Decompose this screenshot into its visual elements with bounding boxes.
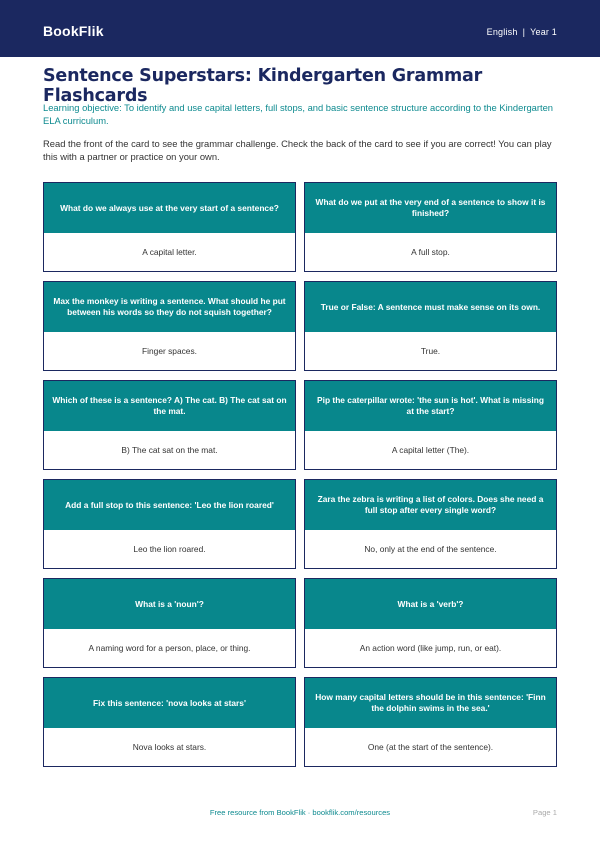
flashcard-front: Which of these is a sentence? A) The cat. B) The cat sat on the mat. (44, 381, 295, 431)
flashcard-back: One (at the start of the sentence). (305, 728, 556, 766)
instructions: Read the front of the card to see the grammar challenge. Check the back of the card to see if you are correct! You can play this with a partner or practice on your own. (43, 138, 552, 162)
flashcard-back: A full stop. (305, 233, 556, 271)
site-header (0, 0, 600, 57)
footer-credit[interactable]: Free resource from BookFlik · bookflik.com/resources (209, 808, 391, 817)
flashcard (304, 182, 557, 272)
flashcard-front: Zara the zebra is writing a list of colors. Does she need a full stop after every single word? (305, 480, 556, 530)
flashcard-back: A capital letter. (44, 233, 295, 271)
page-title: Sentence Superstars: Kindergarten Grammar Flashcards (43, 66, 483, 106)
flashcard (304, 281, 557, 371)
flashcard (304, 677, 557, 767)
flashcard-front: What is a 'verb'? (305, 579, 556, 629)
flashcard-front: What do we always use at the very start of a sentence? (44, 183, 295, 233)
brand-logo[interactable]: BookFlik (43, 23, 104, 39)
flashcard (43, 677, 296, 767)
flashcard-back: No, only at the end of the sentence. (305, 530, 556, 568)
flashcard (304, 479, 557, 569)
flashcard (304, 578, 557, 668)
flashcard-back: Finger spaces. (44, 332, 295, 370)
flashcard (43, 578, 296, 668)
header-meta (487, 27, 557, 37)
flashcard-front: True or False: A sentence must make sense on its own. (305, 282, 556, 332)
flashcard-back: Nova looks at stars. (44, 728, 295, 766)
flashcard-grid (43, 182, 557, 767)
flashcard-front: Fix this sentence: 'nova looks at stars' (44, 678, 295, 728)
flashcard (43, 182, 296, 272)
flashcard-front: What do we put at the very end of a sentence to show it is finished? (305, 183, 556, 233)
flashcard-front: Pip the caterpillar wrote: 'the sun is hot'. What is missing at the start? (305, 381, 556, 431)
flashcard-back: B) The cat sat on the mat. (44, 431, 295, 469)
flashcard-back: A capital letter (The). (305, 431, 556, 469)
flashcard-front: Add a full stop to this sentence: 'Leo the lion roared' (44, 480, 295, 530)
language-label: English (486, 27, 518, 37)
flashcard-front: How many capital letters should be in this sentence: 'Finn the dolphin swims in the sea.' (305, 678, 556, 728)
flashcard-back: A naming word for a person, place, or thing. (44, 629, 295, 667)
learning-objective: Learning objective: To identify and use capital letters, full stops, and basic sentence structure according to the Kindergarten ELA curriculum. (43, 102, 554, 126)
flashcard (304, 380, 557, 470)
flashcard-back: An action word (like jump, run, or eat). (305, 629, 556, 667)
flashcard (43, 281, 296, 371)
flashcard-front: What is a 'noun'? (44, 579, 295, 629)
page-number: Page 1 (532, 808, 557, 817)
flashcard (43, 380, 296, 470)
meta-separator: | (522, 27, 526, 37)
flashcard-front: Max the monkey is writing a sentence. What should he put between his words so they do not squish together? (44, 282, 295, 332)
flashcard-back: Leo the lion roared. (44, 530, 295, 568)
flashcard-back: True. (305, 332, 556, 370)
flashcard (43, 479, 296, 569)
level-label: Year 1 (530, 27, 557, 37)
